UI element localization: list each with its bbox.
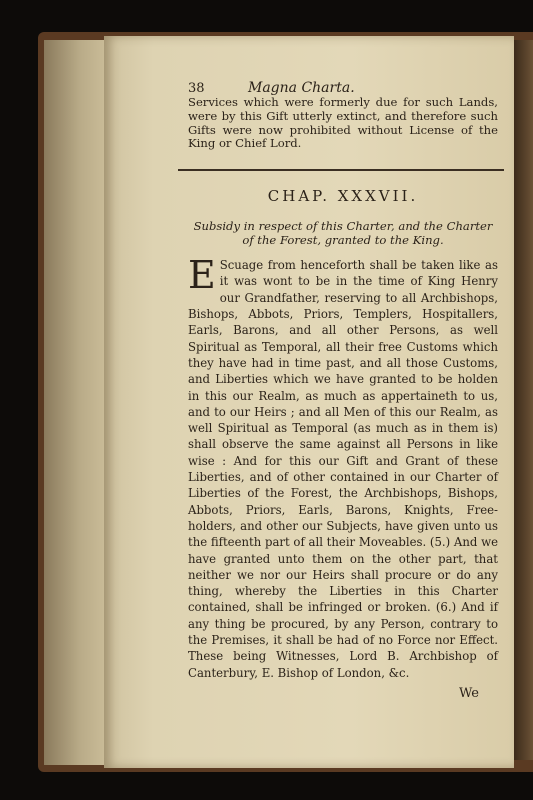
page-header <box>188 80 498 96</box>
page-content <box>188 80 498 681</box>
page-stack-edge <box>44 40 104 765</box>
chapter-subtitle: Subsidy in respect of this Charter, and the Charter of the Forest, granted to the King. <box>193 219 493 248</box>
catchword: We <box>459 686 479 701</box>
page-number: 38 <box>188 81 205 96</box>
chapter-body-text: Scuage from henceforth shall be taken like as it was wont to be in the time of King Henry our Grandfather, reserving to all Archbishops, Bishops, Abbots, Priors, Templers, Hospitallers, Earls, Barons, and all other Persons, as well Spiritual as Temporal, all their free Customs which they have had in time past, and all those Customs, and Liberties which we have granted to be holden in this our Realm, as much as appertaineth to us, and to our Heirs ; and all Men of this our Realm, as well Spiritual as Temporal (as much as in them is) shall observe the same against all Persons in like wise : And for this our Gift and Grant of these Liberties, and of other contained in our Charter of Liberties of the Forest, the Archbishops, Bishops, Abbots, Priors, Earls, Barons, Knights, Free-holders, and other our Subjects, have given unto us the fifteenth part of all their Moveables. (5.) And we have granted unto them on the other part, that neither we nor our Heirs shall procure or do any thing, whereby the Liberties in this Charter contained, shall be infringed or broken. (6.) And if any thing be procured, by any Person, contrary to the Premises, it shall be had of no Force nor Effect. These being Witnesses, Lord B. Archbishop of Canterbury, E. Bishop of London, &c. <box>188 258 498 680</box>
running-title: Magna Charta. <box>248 80 355 96</box>
chapter-body <box>188 253 498 681</box>
section-rule <box>178 169 504 171</box>
top-paragraph: Services which were formerly due for such Lands, were by this Gift utterly extinct, and therefore such Gifts were now prohibited without License of the King or Chief Lord. <box>188 95 498 151</box>
cover-edge <box>514 40 533 760</box>
chapter-title: CHAP. XXXVII. <box>267 187 419 206</box>
drop-cap: E <box>188 253 216 298</box>
